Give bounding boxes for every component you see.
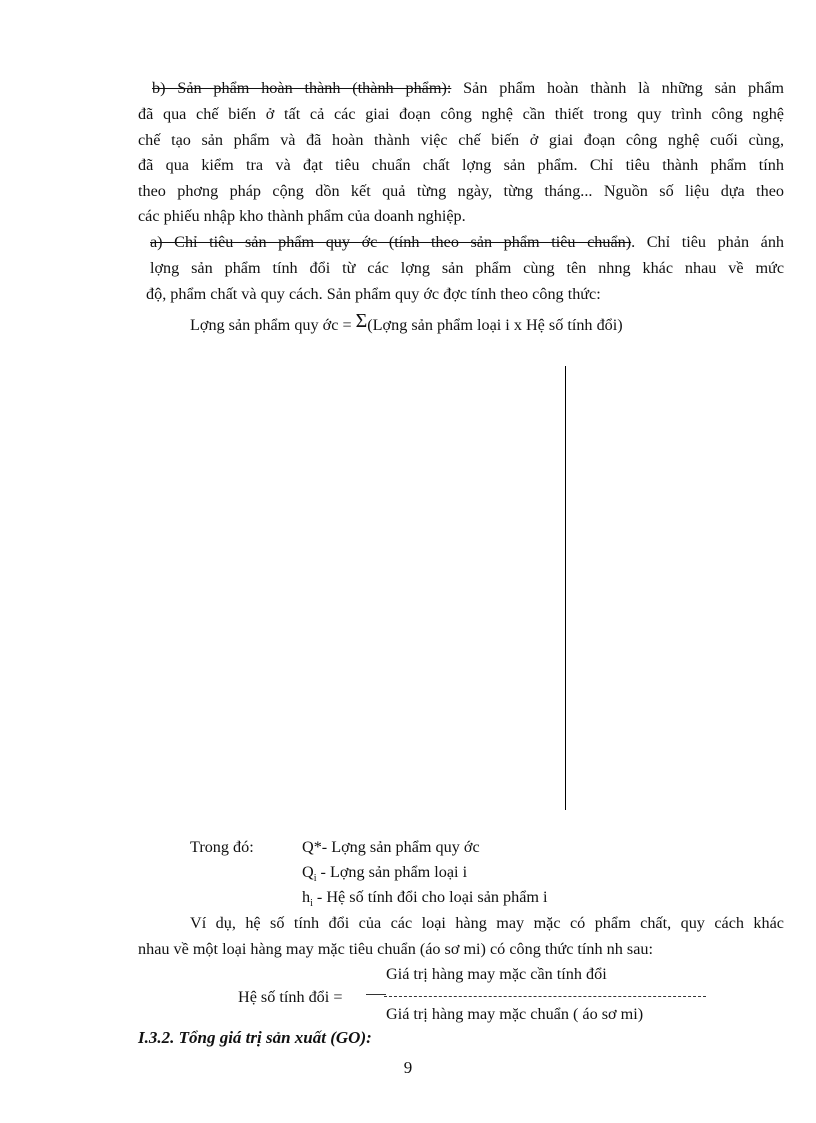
fraction-bar [384,996,706,997]
sigma-symbol: Σ [355,310,368,332]
where-q-i [302,862,467,889]
page-number: 9 [403,1058,413,1077]
section-heading: I.3.2. Tổng giá trị sản xuất (GO): [138,1028,372,1047]
where-h-i [302,887,548,914]
formula-quy-uoc-lhs: Lợng sản phẩm quy ớc = [190,316,352,334]
where-q-star [302,837,480,857]
where-label: Trong đó: [190,838,254,856]
fraction-numerator: Giá trị hàng may mặc cần tính đổi [386,965,607,983]
para-b-line-1-text: Sản phẩm hoàn thành là những sản phẩm [451,79,784,97]
q-star-desc: - Lợng sản phẩm quy ớc [321,838,480,856]
h-i-subscript: i [310,898,313,910]
para-b-line-3: chế tạo sản phẩm và đã hoàn thành việc chế biến ở giai đoạn công nghệ cuối cùng, [138,131,784,149]
example-line-2: nhau về một loại hàng may mặc tiêu chuẩn (áo sơ mi) có công thức tính nh sau: [138,940,653,958]
q-i-desc: - Lợng sản phẩm loại i [316,863,468,881]
para-a-line-2: lợng sản phẩm tính đổi từ các lợng sản phẩm cùng tên nhng khác nhau về mức [150,259,784,277]
para-b-line-2: đã qua chế biến ở tất cả các giai đoạn công nghệ cần thiết trong quy trình công nghệ [138,105,784,123]
para-a-line-3: độ, phẩm chất và quy cách. Sản phẩm quy ớc đợc tính theo công thức: [146,285,601,303]
h-i-desc: - Hệ số tính đổi cho loại sản phẩm i [312,888,548,906]
para-a-line-1-text: . Chỉ tiêu phản ánh [631,233,785,251]
para-b-line-4: đã qua kiểm tra và đạt tiêu chuẩn chất lợng sản phẩm. Chỉ tiêu thành phẩm tính [138,156,784,174]
q-star-symbol: Q* [302,838,322,856]
fraction-lead-dash [366,994,386,995]
para-b-line-5: theo phơng pháp cộng dồn kết quả từng ngày, từng tháng... Nguồn số liệu dựa theo [138,182,784,200]
formula-quy-uoc-rhs: (Lợng sản phẩm loại i x Hệ số tính đổi) [367,316,623,334]
para-a-title: a) Chỉ tiêu sản phẩm quy ớc (tính theo sản phẩm tiêu chuẩn) [150,233,632,251]
formula-quy-uoc [190,310,623,335]
para-b-title: b) Sản phẩm hoàn thành (thành phẩm): [152,79,452,97]
para-b-line-1 [152,78,784,98]
formula-he-so-lhs: Hệ số tính đổi = [238,988,343,1006]
h-i-symbol: h [302,888,311,906]
q-i-subscript: i [313,873,317,885]
example-line-1: Ví dụ, hệ số tính đổi của các loại hàng may mặc có phẩm chất, quy cách khác [190,914,784,932]
vertical-rule [565,366,566,810]
fraction-denominator: Giá trị hàng may mặc chuẩn ( áo sơ mi) [386,1005,644,1023]
para-a-line-1 [150,232,784,252]
para-b-line-6: các phiếu nhập kho thành phẩm của doanh nghiệp. [138,207,466,225]
q-i-symbol: Q [302,863,314,881]
